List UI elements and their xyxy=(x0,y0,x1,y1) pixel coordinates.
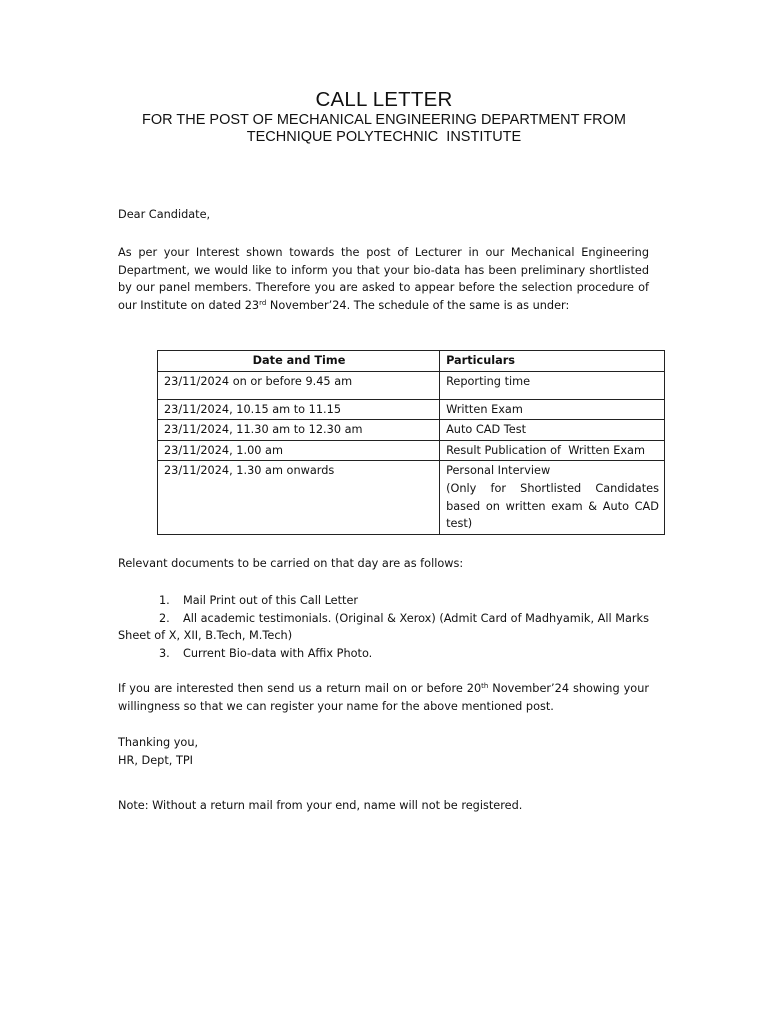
row-date: 23/11/2024, 11.30 am to 12.30 am xyxy=(158,420,440,441)
row-particular: Result Publication of Written Exam xyxy=(440,440,665,461)
list-item xyxy=(118,645,649,663)
row-date: 23/11/2024, 10.15 am to 11.15 xyxy=(158,399,440,420)
row-date: 23/11/2024, 1.00 am xyxy=(158,440,440,461)
closing-thanks: Thanking you, xyxy=(118,736,199,749)
row-date: 23/11/2024, 1.30 am onwards xyxy=(158,461,440,534)
page-title: CALL LETTER xyxy=(315,88,453,111)
subtitle-line-1: FOR THE POST OF MECHANICAL ENGINEERING DEPARTMENT FROM xyxy=(142,112,626,128)
row-particular xyxy=(440,461,665,534)
list-item xyxy=(118,592,649,610)
reply-superscript: th xyxy=(481,682,489,690)
row-particular: Reporting time xyxy=(440,371,665,399)
intro-text-a: As per your Interest shown towards the post of Lecturer in our Mechanical Engineering Department, we would like to inform you that your bio-data has been preliminary shortlisted by our panel members. Therefore you are asked to appear before the selection procedure of our Institute on dated 23 xyxy=(118,246,649,312)
row-particular: Written Exam xyxy=(440,399,665,420)
row-particular: Auto CAD Test xyxy=(440,420,665,441)
reply-paragraph xyxy=(118,680,649,715)
table-row xyxy=(158,440,665,461)
list-number: 2. xyxy=(159,611,170,625)
closing xyxy=(118,734,198,769)
table-row xyxy=(158,399,665,420)
reply-text-a: If you are interested then send us a return mail on or before 20 xyxy=(118,682,482,695)
subtitle-line-2: TECHNIQUE POLYTECHNIC INSTITUTE xyxy=(246,129,522,145)
row-date: 23/11/2024 on or before 9.45 am xyxy=(158,371,440,399)
table-row xyxy=(158,371,665,399)
footer-note: Note: Without a return mail from your end, name will not be registered. xyxy=(118,799,523,812)
header-date-time: Date and Time xyxy=(158,351,440,372)
table-row xyxy=(158,461,665,534)
list-text: Current Bio-data with Affix Photo. xyxy=(183,646,373,660)
intro-superscript: rd xyxy=(259,298,267,307)
schedule-table xyxy=(157,350,665,535)
page-subtitle xyxy=(100,112,668,146)
list-item xyxy=(118,610,649,645)
documents-intro: Relevant documents to be carried on that day are as follows: xyxy=(118,557,464,570)
list-number: 1. xyxy=(159,594,170,607)
header-particulars: Particulars xyxy=(440,351,665,372)
list-text: Mail Print out of this Call Letter xyxy=(183,594,359,607)
schedule-header-row xyxy=(158,351,665,372)
intro-text-b: November’24. The schedule of the same is as under: xyxy=(266,298,570,312)
table-row xyxy=(158,420,665,441)
row-particular-title: Personal Interview xyxy=(446,464,551,478)
intro-paragraph xyxy=(118,244,649,314)
closing-signature: HR, Dept, TPI xyxy=(118,753,194,767)
list-text: All academic testimonials. (Original & Xerox) (Admit Card of Madhyamik, All Marks Sheet of X, XII, B.Tech, M.Tech) xyxy=(118,611,649,643)
salutation: Dear Candidate, xyxy=(118,208,211,221)
documents-list xyxy=(118,592,649,662)
row-particular-note: (Only for Shortlisted Candidates based on written exam & Auto CAD test) xyxy=(446,481,659,531)
list-number: 3. xyxy=(159,646,170,660)
reply-text-b: November’24 showing your willingness so that we can register your name for the above mentioned post. xyxy=(118,682,649,713)
